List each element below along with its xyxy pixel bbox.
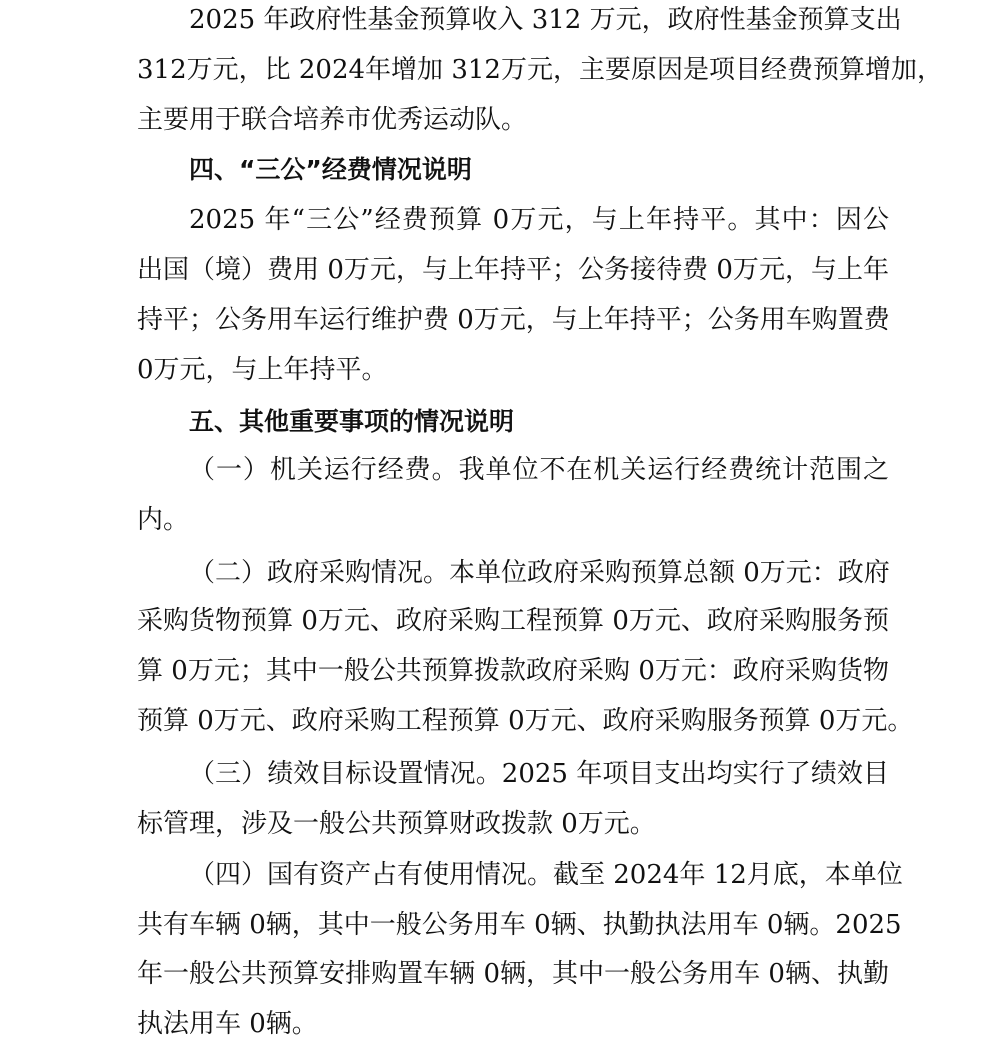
paragraph-line: 0万元，与上年持平。: [137, 355, 388, 385]
paragraph-line: 共有车辆 0辆，其中一般公务用车 0辆、执勤执法用车 0辆。2025: [137, 910, 902, 940]
paragraph-line: 主要用于联合培养市优秀运动队。: [137, 105, 528, 135]
section-heading: 五、其他重要事项的情况说明: [189, 407, 515, 436]
paragraph-line: 312万元，比 2024年增加 312万元，主要原因是项目经费预算增加，: [137, 55, 943, 85]
paragraph-line: 出国（境）费用 0万元，与上年持平；公务接待费 0万元，与上年: [137, 255, 889, 285]
paragraph-line: （二）政府采购情况。本单位政府采购预算总额 0万元：政府: [189, 558, 890, 588]
paragraph-line: 内。: [137, 505, 190, 535]
section-heading: 四、“三公”经费情况说明: [189, 155, 472, 184]
paragraph-line: 标管理，涉及一般公共预算财政拨款 0万元。: [137, 809, 656, 839]
paragraph-line: 算 0万元；其中一般公共预算拨款政府采购 0万元：政府采购货物: [137, 656, 889, 686]
paragraph-line: （一）机关运行经费。我单位不在机关运行经费统计范围之: [189, 455, 889, 485]
paragraph-line: 持平；公务用车运行维护费 0万元，与上年持平；公务用车购置费: [137, 305, 890, 335]
paragraph-line: 年一般公共预算安排购置车辆 0辆，其中一般公务用车 0辆、执勤: [137, 959, 889, 989]
paragraph-line: 2025 年“三公”经费预算 0万元，与上年持平。其中：因公: [189, 205, 889, 235]
paragraph-line: 预算 0万元、政府采购工程预算 0万元、政府采购服务预算 0万元。: [137, 706, 914, 736]
paragraph-line: （三）绩效目标设置情况。2025 年项目支出均实行了绩效目: [189, 759, 889, 789]
paragraph-line: 执法用车 0辆。: [137, 1009, 318, 1039]
paragraph-line: （四）国有资产占有使用情况。截至 2024年 12月底，本单位: [189, 860, 903, 890]
paragraph-line: 2025 年政府性基金预算收入 312 万元，政府性基金预算支出: [189, 5, 902, 35]
paragraph-line: 采购货物预算 0万元、政府采购工程预算 0万元、政府采购服务预: [137, 606, 889, 636]
